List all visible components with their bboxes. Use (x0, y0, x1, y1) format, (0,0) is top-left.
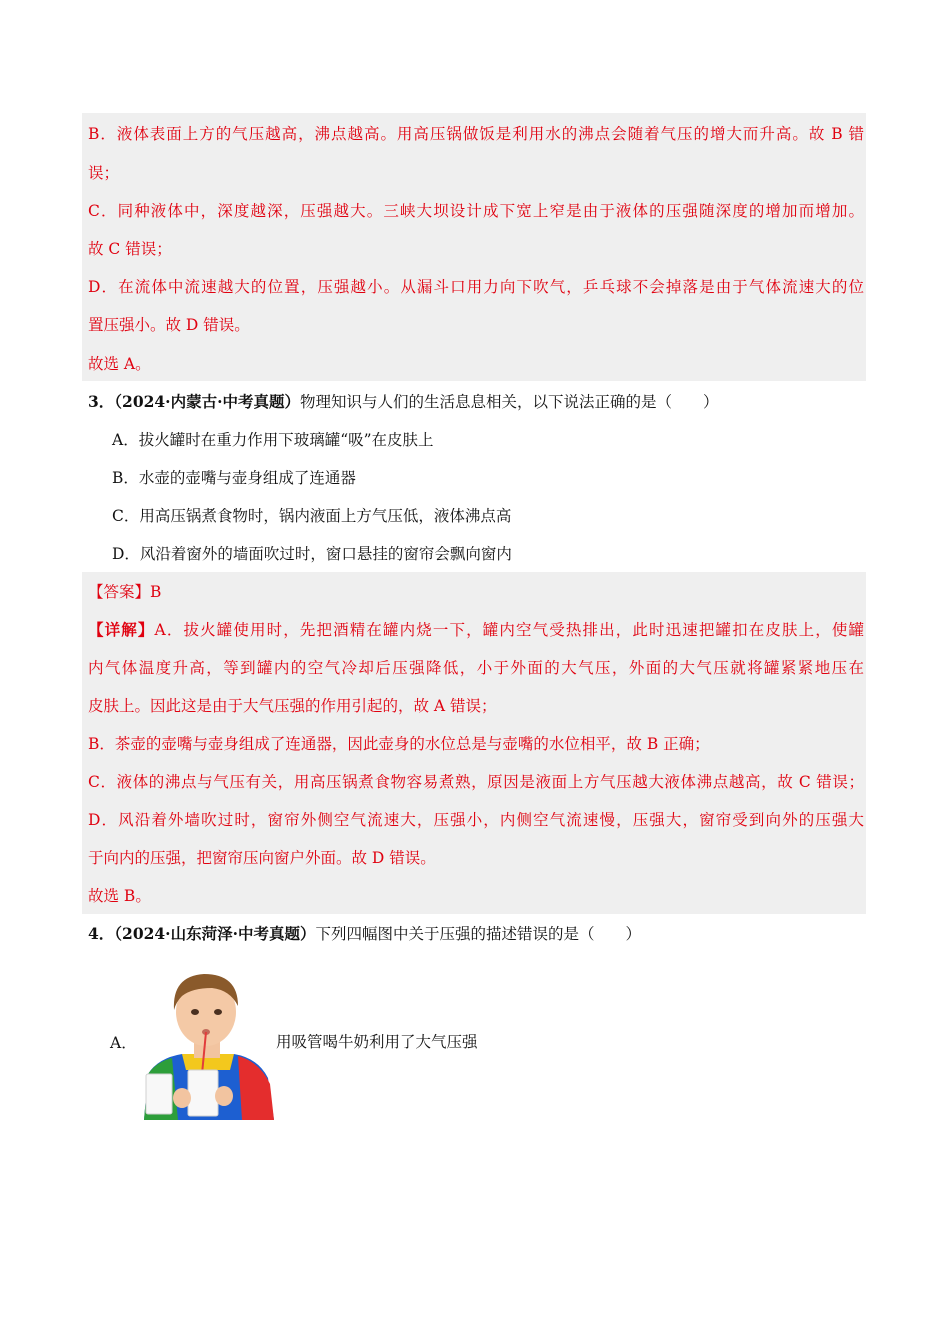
q3-answer-value: B (150, 583, 162, 601)
q3-detail-a-line1 (88, 620, 864, 640)
q3-detail-d-line2: 于向内的压强，把窗帘压向窗户外面。故 D 错误。 (88, 849, 436, 867)
q3-answer (88, 582, 864, 602)
q3-question (88, 392, 864, 412)
q3-source: （2024·内蒙古·中考真题） (114, 392, 300, 411)
q4-stem: 下列四幅图中关于压强的描述错误的是（ ） (315, 925, 641, 943)
q3-option-c: C．用高压锅煮食物时，锅内液面上方气压低，液体沸点高 (112, 507, 512, 525)
q4-option-a-label: A． (110, 1034, 137, 1052)
q4-number: 4． (88, 924, 115, 943)
q3-detail-tag: 【详解】 (88, 620, 155, 639)
q2-explain-c-line2: 故 C 错误； (88, 240, 172, 258)
q2-explain-d-line1: D．在流体中流速越大的位置，压强越小。从漏斗口用力向下吹气，乒乓球不会掉落是由于气体流速大的位 (88, 278, 864, 296)
q3-detail-b: B．茶壶的壶嘴与壶身组成了连通器，因此壶身的水位总是与壶嘴的水位相平，故 B 正确； (88, 735, 710, 753)
q4-question (88, 924, 864, 944)
q2-explain-b-line1: B．液体表面上方的气压越高，沸点越高。用高压锅做饭是利用水的沸点会随着气压的增大而升高。故 B 错 (88, 125, 864, 143)
q3-number: 3． (88, 392, 115, 411)
q3-detail-a-line3: 皮肤上。因此这是由于大气压强的作用引起的，故 A 错误； (88, 697, 497, 715)
q4-source: （2024·山东菏泽·中考真题） (114, 924, 316, 943)
q3-detail-a-text: A．拔火罐使用时，先把酒精在罐内烧一下，罐内空气受热排出，此时迅速把罐扣在皮肤上，使罐 (154, 621, 864, 639)
q2-explain-b-line2: 误； (88, 164, 120, 182)
q3-answer-tag: 【答案】 (88, 583, 151, 601)
child-drinking-milk-image (138, 966, 274, 1120)
q4-option-a-text: 用吸管喝牛奶利用了大气压强 (276, 1033, 478, 1051)
q3-option-b: B．水壶的壶嘴与壶身组成了连通器 (112, 469, 356, 487)
q3-detail-c: C．液体的沸点与气压有关，用高压锅煮食物容易煮熟，原因是液面上方气压越大液体沸点越高，故 C 错误； (88, 773, 864, 791)
q3-choose: 故选 B。 (88, 887, 151, 905)
q3-stem: 物理知识与人们的生活息息相关，以下说法正确的是（ ） (299, 393, 719, 411)
q3-option-a: A．拔火罐时在重力作用下玻璃罐“吸”在皮肤上 (112, 431, 434, 449)
q3-detail-d-line1: D．风沿着外墙吹过时，窗帘外侧空气流速大，压强小，内侧空气流速慢，压强大，窗帘受到向外的压强大 (88, 811, 864, 829)
q3-option-d: D．风沿着窗外的墙面吹过时，窗口悬挂的窗帘会飘向窗内 (112, 545, 512, 563)
q2-choose: 故选 A。 (88, 355, 151, 373)
q3-detail-a-line2: 内气体温度升高，等到罐内的空气冷却后压强降低，小于外面的大气压，外面的大气压就将罐紧紧地压在 (88, 659, 864, 677)
q2-explain-c-line1: C．同种液体中，深度越深，压强越大。三峡大坝设计成下宽上窄是由于液体的压强随深度的增加而增加。 (88, 202, 864, 220)
q2-explain-d-line2: 置压强小。故 D 错误。 (88, 316, 250, 334)
